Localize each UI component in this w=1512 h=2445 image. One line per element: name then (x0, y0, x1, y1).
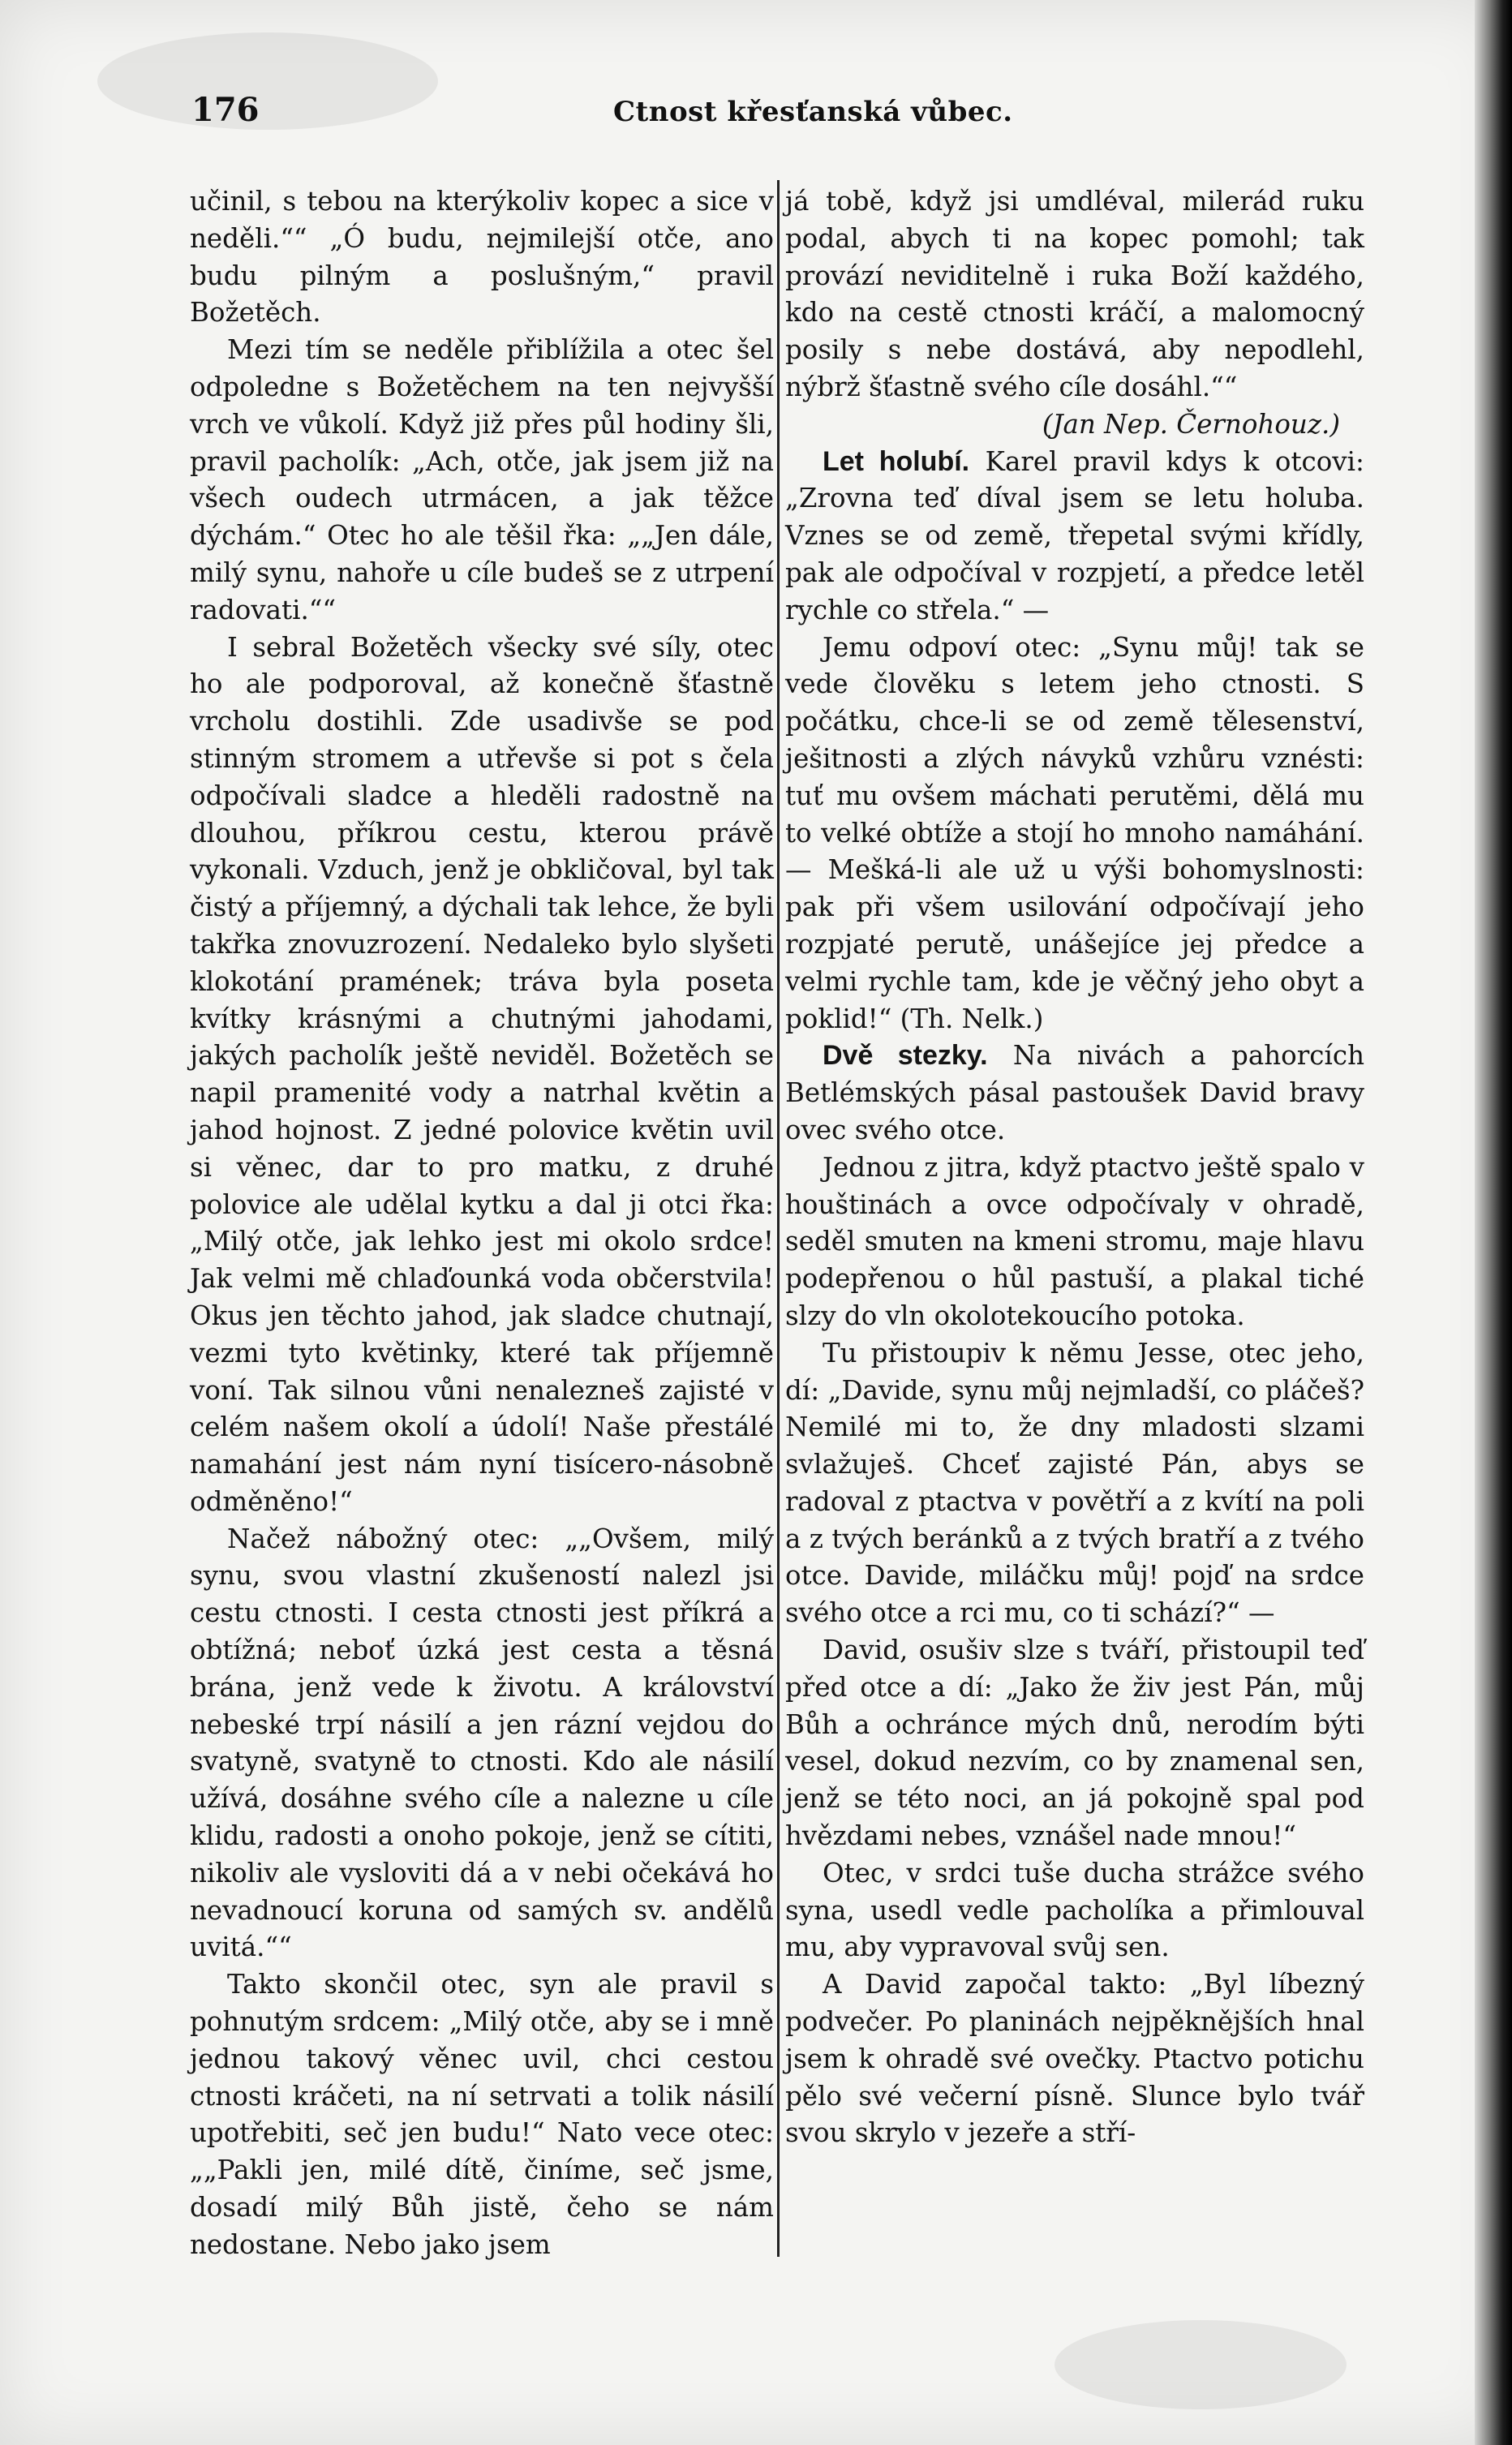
paragraph: David, osušiv slze s tváří, přistoupil teď před otce a dí: „Jako že živ jest Pán, můj Bůh a ochránce mých dnů, nerodím býti vesel, dokud nezvím, co by znamenal sen, jenž se této noci, an já pokojně spal pod hvězdami nebes, vznášel nade mnou!“ (785, 1635, 1364, 1852)
paragraph: I sebral Božetěch všecky své síly, otec ho ale podporoval, až konečně šťastně vrcholu dostihli. Zde usadivše se pod stinným stromem a utřevše si pot s čela odpočívali sladce a hleděli radostně na dlouhou, příkrou cestu, kterou právě vykonali. Vzduch, jenž je obkličoval, byl tak čistý a příjemný, a dýchali tak lehce, že byli takřka znovuzrození. Nedaleko bylo slyšeti klokotání pramének; tráva byla poseta kvítky krásnými a chutnými jahodami, jakých pacholík ještě neviděl. Božetěch se napil pramenité vody a natrhal květin a jahod hojnost. Z jedné polovice květin uvil si věnec, dar to pro matku, z druhé polovice ale udělal kytku a dal ji otci řka: „Milý otče, jak lehko jest mi okolo srdce! Jak velmi mě chlaďounká voda občerstvila! Okus jen těchto jahod, jak sladce chutnají, vezmi tyto květinky, které tak příjemně voní. Tak silnou vůni nenalezneš zajisté v celém našem okolí a údolí! Naše přestálé namahání jest nám nyní tisícero-násobně odměněno!“ (190, 631, 774, 1517)
attribution: (Jan Nep. Černohouz.) (1042, 408, 1340, 440)
paragraph: učinil, s tebou na kterýkoliv kopec a sice v neděli.““ „Ó budu, nejmilejší otče, ano budu pilným a poslušným,“ pravil Božetěch. (190, 186, 774, 329)
section-paragraph (785, 444, 1364, 630)
paragraph: Tu přistoupiv k němu Jesse, otec jeho, dí: „Davide, synu můj nejmladší, co pláčeš? Nemilé mi to, že dny mladosti slzami svlažuješ. Chceť zajisté Pán, abys se radoval z ptactva v povětří a z kvítí na poli a z tvých beránků a z tvých bratří a z tvého otce. Davide, miláčku můj! pojď na srdce svého otce a rci mu, co ti schází?“ — (785, 1337, 1364, 1629)
paragraph: Takto skončil otec, syn ale pravil s pohnutým srdcem: „Milý otče, aby se i mně jednou takový věnec uvil, chci cestou ctnosti kráčeti, na ní setrvati a tolik násilí upotřebiti, seč jen budu!“ Nato vece otec: „„Pakli jen, milé dítě, činíme, seč jsme, dosadí milý Bůh jistě, čeho se nám nedostane. Nebo jako jsem (190, 1969, 774, 2260)
paragraph: Jednou z jitra, když ptactvo ještě spalo v houštinách a ovce odpočívaly v ohradě, seděl smuten na kmeni stromu, maje hlavu podepřenou o hůl pastuší, a plakal tiché slzy do vln okolotekoucího potoka. (785, 1151, 1364, 1331)
paragraph: Jemu odpoví otec: „Synu můj! tak se vede člověku s letem jeho ctnosti. S počátku, chce-li se od země tělesenství, ješitnosti a zlých návyků vzhůru vznésti: tuť mu ovšem máchati perutěmi, dělá mu to velké obtíže a stojí ho mnoho namáhání. — Mešká-li ale už u výši bohomyslnosti: pak při všem usilování odpočívají jeho rozpjaté perutě, unášejíce jej předce a velmi rychle tam, kde je věčný jeho obyt a poklid!“ (Th. Nelk.) (785, 631, 1364, 1034)
section-heading: Let holubí. (823, 445, 970, 477)
paper-stain (1055, 2320, 1347, 2409)
page-header (191, 91, 1351, 140)
left-column (190, 183, 774, 2264)
paragraph: já tobě, když jsi umdléval, milerád ruku podal, abych ti na kopec pomohl; tak provází neviditelně i ruka Boží každého, kdo na cestě ctnosti kráčí, a malomocný posily s nebe dostává, aby nepodlehl, nýbrž šťastně svého cíle dosáhl.““ (785, 186, 1364, 402)
scan-edge-shadow (1475, 0, 1512, 2445)
paragraph: A David započal takto: „Byl líbezný podvečer. Po planinách nejpěknějších hnal jsem k ohradě své ovečky. Ptactvo potichu pělo své večerní písně. Slunce bylo tvář svou skrylo v jezeře a stří- (785, 1969, 1364, 2149)
right-column (785, 183, 1364, 2152)
column-divider (777, 180, 780, 2257)
page-number: 176 (191, 91, 260, 129)
paragraph: Načež nábožný otec: „„Ovšem, milý synu, svou vlastní zkušeností nalezl jsi cestu ctnosti. I cesta ctnosti jest příkrá a obtížná; neboť úzká jest cesta a těsná brána, jenž vede k životu. A království nebeské trpí násilí a jen rázní vejdou do svatyně, svatyně to ctnosti. Kdo ale násilí užívá, dosáhne svého cíle a nalezne u cíle klidu, radosti a onoho pokoje, jenž se cítiti, nikoliv ale vysloviti dá a v nebi očekává ho nevadnoucí koruna od samých sv. andělů uvitá.““ (190, 1523, 774, 1963)
paragraph: Otec, v srdci tuše ducha strážce svého syna, usedl vedle pacholíka a přimlouval mu, aby vypravoval svůj sen. (785, 1857, 1364, 1963)
paragraph: Mezi tím se neděle přiblížila a otec šel odpoledne s Božetěchem na ten nejvyšší vrch ve vůkolí. Když již přes půl hodiny šli, pravil pacholík: „Ach, otče, jak jsem již na všech oudech utrmácen, a jak těžce dýchám.“ Otec ho ale těšil řka: „„Jen dále, milý synu, nahoře u cíle budeš se z utrpení radovati.““ (190, 334, 774, 625)
section-paragraph (785, 1038, 1364, 1149)
paragraph-text: Karel pravil kdys k otcovi: „Zrovna teď díval jsem se letu holuba. Vznes se od země, třepetal svými křídly, pak ale odpočíval v rozpjetí, a předce letěl rychle co střela.“ — (785, 445, 1365, 625)
running-title: Ctnost křesťanská vůbec. (613, 96, 1013, 128)
section-heading: Dvě stezky. (823, 1040, 988, 1072)
paragraph-text: Na nivách a pahorcích Betlémských pásal pastoušek David bravy ovec svého otce. (785, 1040, 1365, 1145)
